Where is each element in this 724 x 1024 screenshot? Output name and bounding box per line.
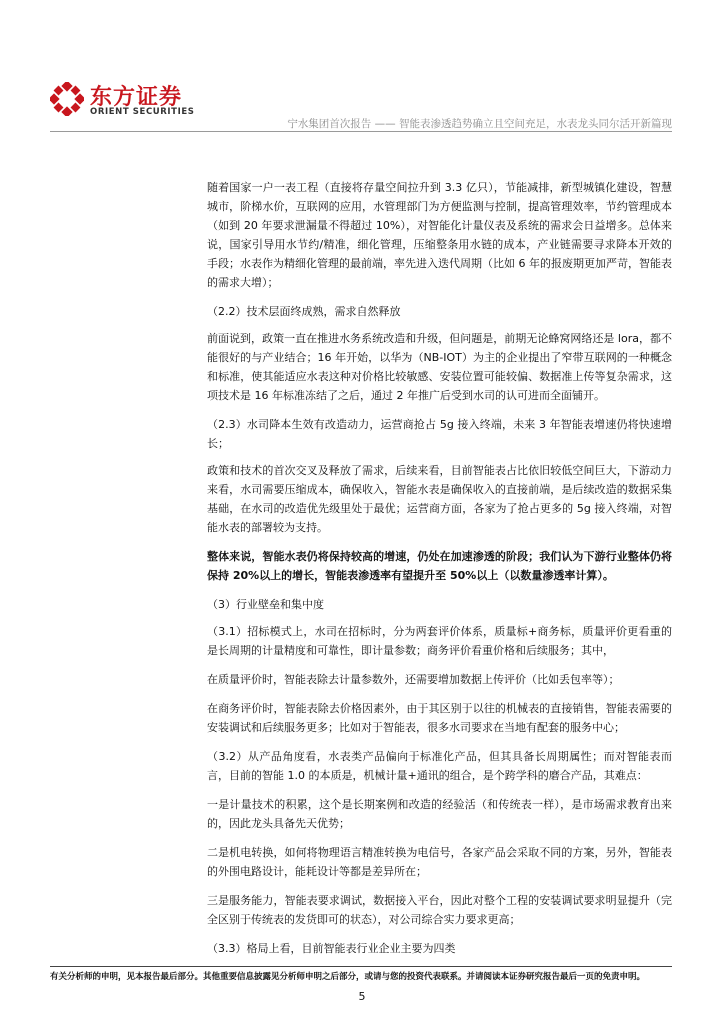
paragraph: 在商务评价时，智能表除去价格因素外，由于其区别于以往的机械表的直接销售，智能表需要的安装调试和后续服务更多；比如对于智能表，很多水司要求在当地有配套的服务中心； <box>207 702 672 734</box>
brand-name-en: ORIENT SECURITIES <box>90 107 195 117</box>
header-divider <box>50 131 672 132</box>
paragraph: 二是机电转换，如何将物理语言精准转换为电信号，各家产品会采取不同的方案，另外，智能表的外围电路设计，能耗设计等都是差异所在； <box>207 846 672 878</box>
footer-divider <box>50 966 672 967</box>
orient-securities-logo-icon <box>50 82 84 116</box>
section-heading: （2.3）水司降本生效有改造动力，运营商抢占 5g 接入终端，未来 3 年智能表增速仍将快速增长； <box>207 418 672 450</box>
paragraph: 一是计量技术的积累，这个是长期案例和改造的经验活（和传统表一样），是市场需求教育出来的，因此龙头具备先天优势； <box>207 798 672 830</box>
key-conclusion: 整体来说，智能水表仍将保持较高的增速，仍处在加速渗透的阶段；我们认为下游行业整体仍将保持 20%以上的增长，智能表渗透率有望提升至 50%以上（以数量渗透率计算）。 <box>207 550 672 582</box>
section-heading: （2.2）技术层面终成熟，需求自然释放 <box>207 305 401 318</box>
paragraph: 前面说到，政策一直在推进水务系统改造和升级，但问题是，前期无论蜂窝网络还是 lora，都不能很好的与产业结合；16 年开始，以华为（NB-IOT）为主的企业提出了窄带互联网的一种概念和标准，使其能适应水表这种对价格比较敏感、安装位置可能较偏、数据准上传等复杂需求，这项技术是 16 年标准冻结了之后，通过 2 年推广后受到水司的认可进而全面铺开。 <box>207 332 672 402</box>
paragraph: （3.1）招标模式上，水司在招标时，分为两套评价体系，质量标+商务标，质量评价更看重的是长周期的计量精度和可靠性，即计量参数；商务评价看重价格和后续服务；其中， <box>207 625 672 657</box>
brand-logo <box>50 80 210 120</box>
paragraph: 在质量评价时，智能表除去计量参数外，还需要增加数据上传评价（比如丢包率等）； <box>207 673 620 686</box>
paragraph: 随着国家一户一表工程（直接将存量空间拉升到 3.3 亿只），节能减排，新型城镇化建设，智慧城市，阶梯水价，互联网的应用，水管理部门为方便监测与控制，提高管理效率，节约管理成本（如到 20 年要求泄漏量不得超过 10%），对智能化计量仪表及系统的需求会日益增多。总体来说，国家引导用水节约/精准，细化管理，压缩整条用水链的成本，产业链需要寻求降本开效的手段；水表作为精细化管理的最前端，率先进入迭代周期（比如 6 年的报废期更加严苛，智能表的需求大增）； <box>207 181 672 289</box>
section-heading: （3）行业壁垒和集中度 <box>207 598 324 611</box>
paragraph: 三是服务能力，智能表要求调试，数据接入平台，因此对整个工程的安装调试要求明显提升（完全区别于传统表的发货即可的状态），对公司综合实力要求更高； <box>207 894 672 926</box>
page-number: 5 <box>358 990 366 1003</box>
footer-disclaimer: 有关分析师的申明，见本报告最后部分。其他重要信息披露见分析师申明之后部分，或请与您的投资代表联系。并请阅读本证券研究报告最后一页的免责申明。 <box>50 972 646 982</box>
report-body <box>207 178 672 966</box>
brand-name-cn: 东方证券 <box>90 85 183 110</box>
section-heading: （3.3）格局上看，目前智能表行业企业主要为四类 <box>207 942 456 955</box>
paragraph: 政策和技术的首次交叉及释放了需求，后续来看，目前智能表占比依旧较低空间巨大，下游动力来看，水司需要压缩成本，确保收入，智能水表是确保收入的直接前端，是后续改造的数据采集基础，在水司的改造优先级里处于最优；运营商方面，各家为了抢占更多的 5g 接入终端，对智能水表的部署较为支持。 <box>207 464 672 534</box>
paragraph: （3.2）从产品角度看，水表类产品偏向于标准化产品，但其具备长周期属性；而对智能表而言，目前的智能 1.0 的本质是，机械计量+通讯的组合，是个跨学科的磨合产品，其难点： <box>207 750 672 782</box>
report-header-title: 宁水集团首次报告 —— 智能表渗透趋势确立且空间充足，水表龙头同尔活开新篇现 <box>287 118 672 130</box>
